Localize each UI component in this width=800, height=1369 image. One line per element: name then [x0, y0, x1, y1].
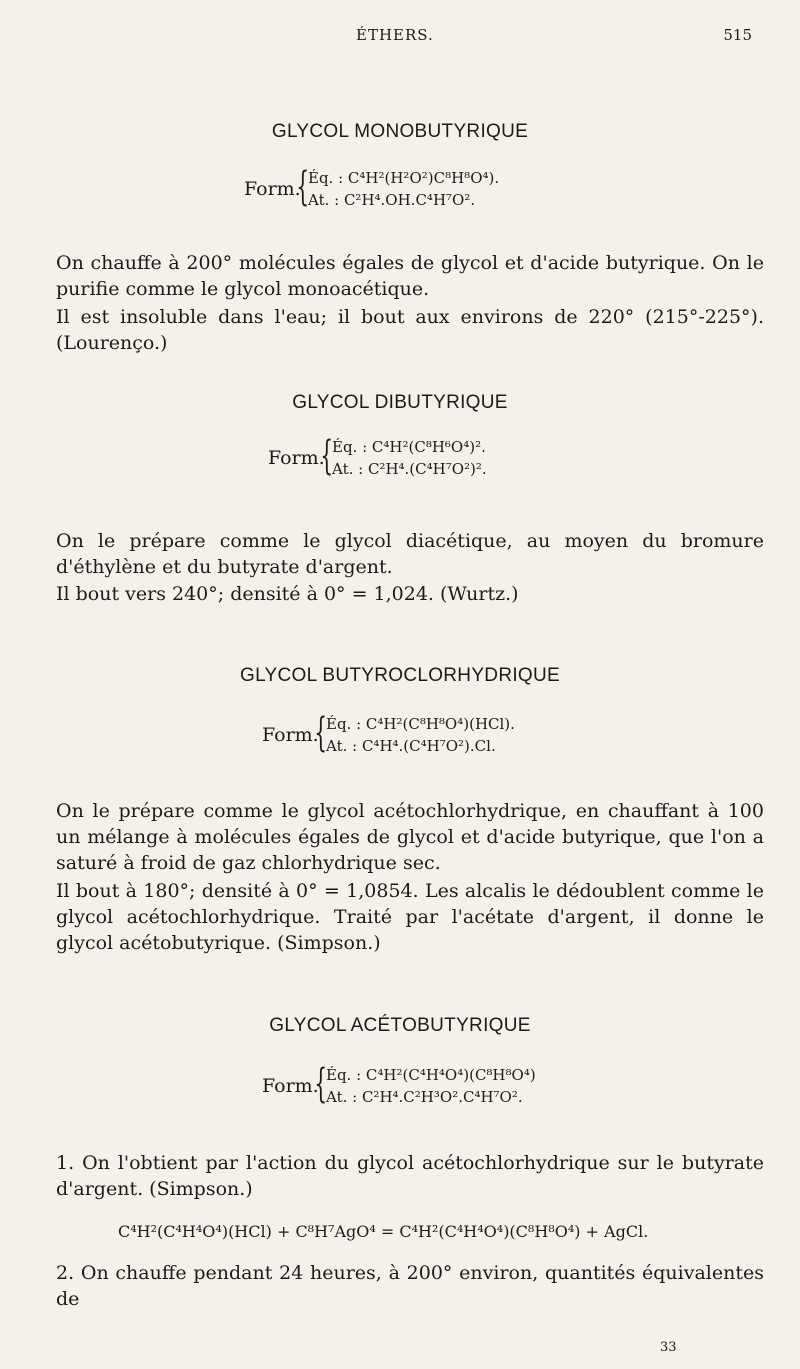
formula-monobutyrique [244, 164, 564, 212]
brace-icon: { [320, 433, 334, 479]
formula-butyrochlorhydrique [262, 710, 582, 758]
formula-dibutyrique [268, 433, 568, 481]
section-title-dibutyrique: GLYCOL DIBUTYRIQUE [292, 392, 508, 413]
page-header [0, 26, 800, 50]
formula-acetobutyrique [262, 1061, 582, 1109]
formula-atomic: At. : C²H⁴.OH.C⁴H⁷O². [308, 191, 476, 209]
section-title-butyrochlorhydrique: GLYCOL BUTYROCLORHYDRIQUE [240, 665, 560, 686]
running-head: ÉTHERS. [356, 26, 434, 44]
paragraph: On chauffe à 200° molécules égales de glycol et d'acide butyrique. On le purifie comme le glycol monoacétique. [56, 252, 764, 300]
formula-atomic: At. : C⁴H⁴.(C⁴H⁷O²).Cl. [326, 737, 496, 755]
formula-atomic: At. : C²H⁴.(C⁴H⁷O²)². [332, 460, 487, 478]
brace-icon: { [296, 164, 310, 210]
paragraph: Il est insoluble dans l'eau; il bout aux environs de 220° (215°-225°). (Lourenço.) [56, 306, 764, 354]
page-number: 515 [723, 26, 752, 44]
paragraph: 2. On chauffe pendant 24 heures, à 200° environ, quantités équivalentes de [56, 1262, 764, 1310]
paragraph: 1. On l'obtient par l'action du glycol acétochlorhydrique sur le butyrate d'argent. (Simpson.) [56, 1152, 764, 1200]
formula-equivalent: Éq. : C⁴H²(C⁸H⁸O⁴)(HCl). [326, 715, 515, 733]
form-label: Form. [262, 1075, 319, 1097]
brace-icon: { [314, 1061, 328, 1107]
paragraph: On le prépare comme le glycol diacétique, au moyen du bromure d'éthylène et du butyrate d'argent. [56, 530, 764, 578]
form-label: Form. [244, 178, 301, 200]
paragraph: On le prépare comme le glycol acétochlorhydrique, en chauffant à 100 un mélange à molécules égales de glycol et d'acide butyrique, que l'on a saturé à froid de gaz chlorhydrique sec. [56, 800, 764, 874]
form-label: Form. [262, 724, 319, 746]
form-label: Form. [268, 447, 325, 469]
formula-equivalent: Éq. : C⁴H²(H²O²)C⁸H⁸O⁴). [308, 169, 500, 187]
signature-mark: 33 [660, 1340, 677, 1355]
formula-equivalent: Éq. : C⁴H²(C⁴H⁴O⁴)(C⁸H⁸O⁴) [326, 1066, 536, 1084]
paragraph: Il bout vers 240°; densité à 0° = 1,024. (Wurtz.) [56, 583, 519, 605]
paragraph: Il bout à 180°; densité à 0° = 1,0854. Les alcalis le dédoublent comme le glycol acétochlorhydrique. Traité par l'acétate d'argent, il donne le glycol acétobutyrique. (Simpson.) [56, 880, 764, 954]
formula-equivalent: Éq. : C⁴H²(C⁸H⁶O⁴)². [332, 438, 486, 456]
reaction-equation: C⁴H²(C⁴H⁴O⁴)(HCl) + C⁸H⁷AgO⁴ = C⁴H²(C⁴H⁴O⁴)(C⁸H⁸O⁴) + AgCl. [118, 1222, 649, 1241]
section-title-monobutyrique: GLYCOL MONOBUTYRIQUE [271, 121, 529, 142]
formula-atomic: At. : C²H⁴.C²H³O².C⁴H⁷O². [326, 1088, 523, 1106]
section-title-acetobutyrique: GLYCOL ACÉTOBUTYRIQUE [269, 1015, 531, 1036]
brace-icon: { [314, 710, 328, 756]
